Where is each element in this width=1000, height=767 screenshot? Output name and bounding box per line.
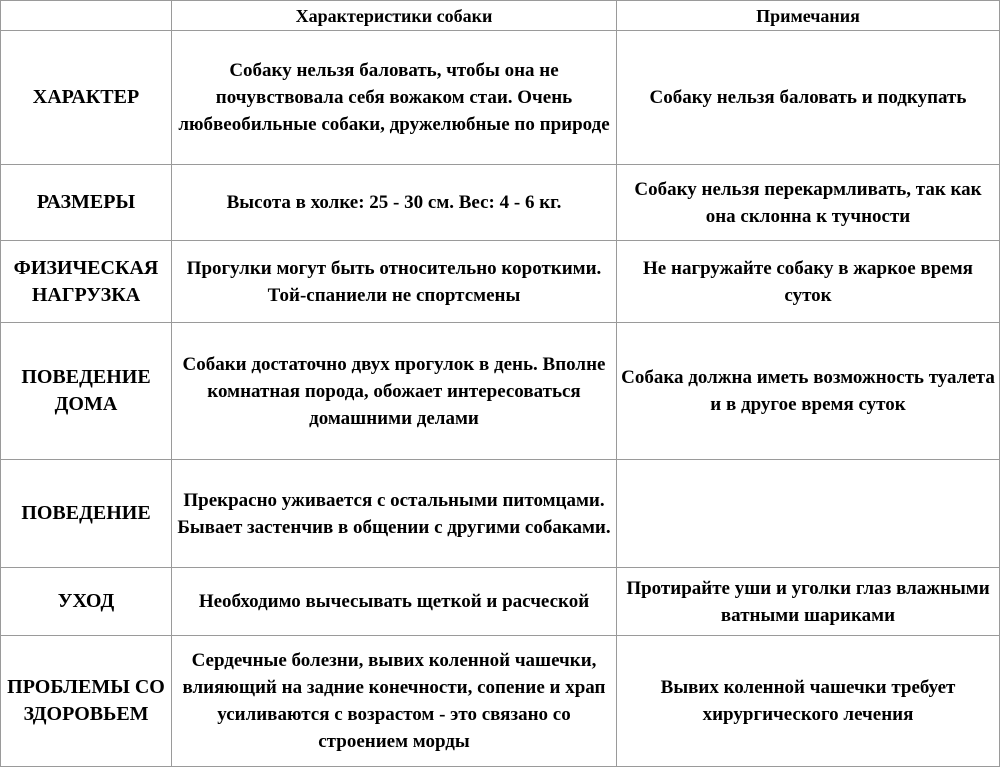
row-characteristics: Необходимо вычесывать щеткой и расческой: [172, 568, 617, 636]
row-characteristics: Собаку нельзя баловать, чтобы она не почувствовала себя вожаком стаи. Очень любвеобильные собаки, дружелюбные по природе: [172, 31, 617, 165]
row-characteristics: Высота в холке: 25 - 30 см. Вес: 4 - 6 кг.: [172, 165, 617, 241]
row-label: ХАРАКТЕР: [1, 31, 172, 165]
header-characteristics: Характеристики собаки: [172, 1, 617, 31]
header-notes: Примечания: [617, 1, 1000, 31]
row-label: РАЗМЕРЫ: [1, 165, 172, 241]
table-row: [1, 636, 1000, 767]
row-characteristics: Прекрасно уживается с остальными питомцами. Бывает застенчив в общении с другими собаками.: [172, 460, 617, 568]
row-label: ФИЗИЧЕСКАЯ НАГРУЗКА: [1, 241, 172, 323]
row-notes: Собаку нельзя перекармливать, так как она склонна к тучности: [617, 165, 1000, 241]
row-label: УХОД: [1, 568, 172, 636]
row-label: ПОВЕДЕНИЕ: [1, 460, 172, 568]
row-notes: Протирайте уши и уголки глаз влажными ватными шариками: [617, 568, 1000, 636]
row-characteristics: Сердечные болезни, вывих коленной чашечки, влияющий на задние конечности, сопение и храп усиливаются с возрастом - это связано со строением морды: [172, 636, 617, 767]
row-characteristics: Собаки достаточно двух прогулок в день. Вполне комнатная порода, обожает интересоваться домашними делами: [172, 323, 617, 460]
row-label: ПОВЕДЕНИЕ ДОМА: [1, 323, 172, 460]
table-row: [1, 31, 1000, 165]
table-row: [1, 323, 1000, 460]
table-row: [1, 568, 1000, 636]
table-row: [1, 241, 1000, 323]
table-row: [1, 165, 1000, 241]
row-notes: Собака должна иметь возможность туалета и в другое время суток: [617, 323, 1000, 460]
table-row: [1, 460, 1000, 568]
header-row: [1, 1, 1000, 31]
row-notes: [617, 460, 1000, 568]
row-notes: Вывих коленной чашечки требует хирургического лечения: [617, 636, 1000, 767]
row-notes: Собаку нельзя баловать и подкупать: [617, 31, 1000, 165]
row-label: ПРОБЛЕМЫ СО ЗДОРОВЬЕМ: [1, 636, 172, 767]
row-characteristics: Прогулки могут быть относительно короткими. Той-спаниели не спортсмены: [172, 241, 617, 323]
header-label-column: [1, 1, 172, 31]
row-notes: Не нагружайте собаку в жаркое время суток: [617, 241, 1000, 323]
